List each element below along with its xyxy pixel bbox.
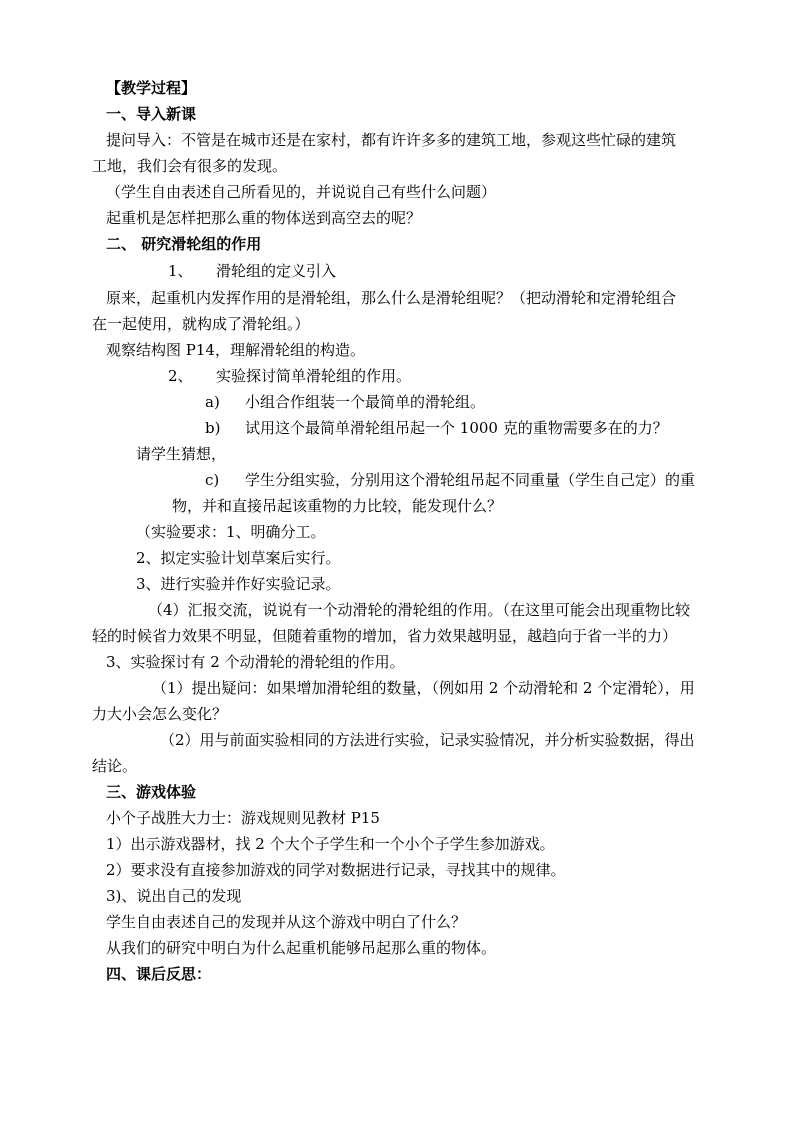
paragraph-line: 3、实验探讨有 2 个动滑轮的滑轮组的作用。 — [106, 653, 405, 671]
paragraph-line: 工地，我们会有很多的发现。 — [92, 157, 288, 175]
section-title-teaching-process: 【教学过程】 — [106, 79, 197, 97]
list-letter: a) — [205, 393, 220, 411]
paragraph-line: 3、进行实验并作好实验记录。 — [136, 575, 341, 593]
paragraph-line: 1）出示游戏器材，找 2 个大个子学生和一个小个子学生参加游戏。 — [106, 835, 555, 853]
paragraph-line: 起重机是怎样把那么重的物体送到高空去的呢？ — [106, 209, 422, 227]
paragraph-line: 学生自由表述自己的发现并从这个游戏中明白了什么？ — [106, 913, 467, 931]
list-number: 2、 — [168, 367, 193, 385]
paragraph-line: 观察结构图 P14，理解滑轮组的构造。 — [106, 341, 365, 359]
paragraph-line: 轻的时候省力效果不明显，但随着重物的增加，省力效果越明显，越趋向于省一半的力） — [92, 627, 678, 645]
paragraph-line: 2）要求没有直接参加游戏的同学对数据进行记录，寻找其中的规律。 — [106, 861, 566, 879]
list-item-continuation: 物，并和直接吊起该重物的力比较，能发现什么？ — [172, 497, 503, 515]
heading-reflection: 四、课后反思： — [106, 965, 212, 983]
paragraph-line: 原来，起重机内发挥作用的是滑轮组，那么什么是滑轮组呢？（把动滑轮和定滑轮组合 — [106, 289, 677, 307]
paragraph-line: 结论。 — [92, 757, 138, 775]
paragraph-line: 提问导入：不管是在城市还是在家村，都有许许多多的建筑工地，参观这些忙碌的建筑 — [106, 131, 677, 149]
paragraph-line: （学生自由表述自己所看见的，并说说自己有些什么问题） — [106, 183, 497, 201]
list-number: 1、 — [168, 262, 193, 280]
paragraph-line: 小个子战胜大力士：游戏规则见教材 P15 — [106, 809, 380, 827]
paragraph-line: 在一起使用，就构成了滑轮组。） — [92, 315, 310, 333]
paragraph-line: 请学生猜想， — [136, 445, 227, 463]
list-item: 实验探讨简单滑轮组的作用。 — [216, 367, 412, 385]
paragraph-line: （实验要求：1、明确分工。 — [136, 523, 326, 541]
heading-intro: 一、导入新课 — [106, 105, 197, 123]
list-item: 滑轮组的定义引入 — [216, 262, 337, 280]
heading-game-experience: 三、游戏体验 — [106, 783, 197, 801]
paragraph-line: 3)、说出自己的发现 — [106, 887, 242, 905]
paragraph-line: （2）用与前面实验相同的方法进行实验，记录实验情况，并分析实验数据，得出 — [160, 731, 695, 749]
list-item: 学生分组实验，分别用这个滑轮组吊起不同重量（学生自己定）的重 — [245, 471, 696, 489]
paragraph-line: （4）汇报交流，说说有一个动滑轮的滑轮组的作用。（在这里可能会出现重物比较 — [148, 601, 691, 619]
paragraph-line: 力大小会怎么变化？ — [92, 705, 228, 723]
paragraph-line: 2、拟定实验计划草案后实行。 — [136, 549, 341, 567]
list-item: 小组合作组装一个最简单的滑轮组。 — [245, 393, 486, 411]
list-letter: b) — [205, 419, 221, 437]
paragraph-line: （1）提出疑问：如果增加滑轮组的数量，（例如用 2 个动滑轮和 2 个定滑轮），用 — [152, 679, 695, 697]
paragraph-line: 从我们的研究中明白为什么起重机能够吊起那么重的物体。 — [106, 939, 497, 957]
list-item: 试用这个最简单滑轮组吊起一个 1000 克的重物需要多在的力？ — [245, 419, 668, 437]
heading-pulley-research: 二、 研究滑轮组的作用 — [106, 235, 262, 253]
list-letter: c) — [205, 471, 220, 489]
